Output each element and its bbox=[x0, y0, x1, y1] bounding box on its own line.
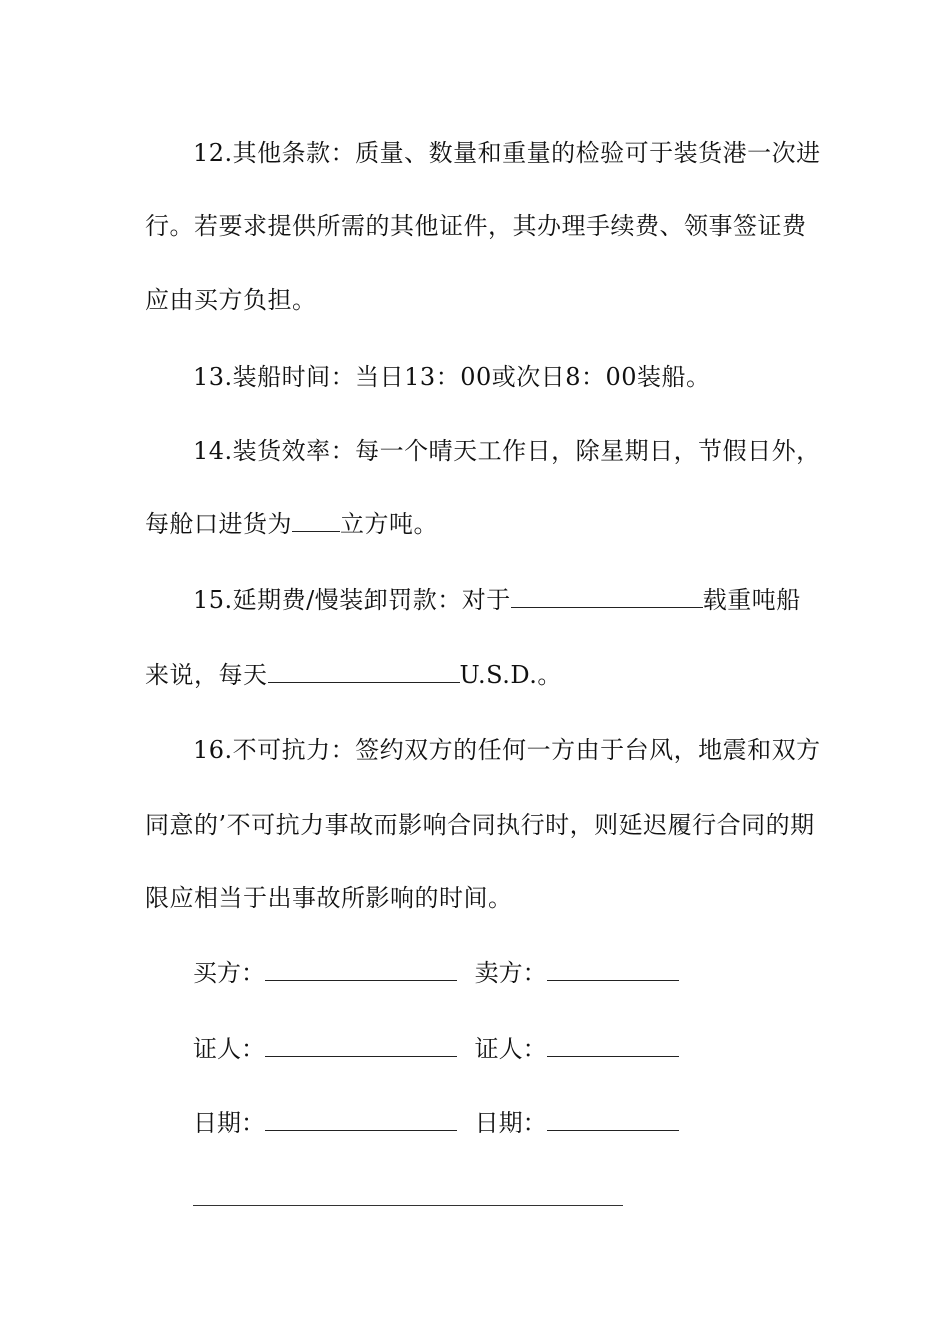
tonnage-blank[interactable] bbox=[511, 585, 703, 608]
buyer-label: 买方： bbox=[193, 959, 265, 987]
witness-left-field[interactable] bbox=[265, 1034, 457, 1057]
cargo-volume-blank[interactable] bbox=[292, 509, 340, 532]
clause-15-line-2-before: 来说，每天 bbox=[145, 661, 268, 689]
clause-14-text-after: 立方吨。 bbox=[340, 510, 438, 538]
witness-right-field[interactable] bbox=[547, 1034, 679, 1057]
seller-signature-field[interactable] bbox=[547, 958, 679, 981]
buyer-signature-field[interactable] bbox=[265, 958, 457, 981]
date-right-label: 日期： bbox=[474, 1109, 547, 1137]
clause-15-line-2 bbox=[145, 660, 562, 690]
clause-12-line-2: 行。若要求提供所需的其他证件，其办理手续费、领事签证费 bbox=[145, 212, 807, 240]
footer-divider bbox=[193, 1205, 623, 1206]
signature-row-parties bbox=[193, 958, 679, 988]
clause-12-line-1: 12.其他条款：质量、数量和重量的检验可于装货港一次进 bbox=[193, 139, 821, 167]
witness-left-label: 证人： bbox=[193, 1035, 265, 1063]
clause-14-line-1: 14.装货效率：每一个晴天工作日，除星期日，节假日外， bbox=[193, 437, 821, 465]
date-left-field[interactable] bbox=[265, 1108, 457, 1131]
signature-row-witnesses bbox=[193, 1034, 679, 1064]
clause-14-text-before: 每舱口进货为 bbox=[145, 510, 292, 538]
clause-12-line-3: 应由买方负担。 bbox=[145, 286, 317, 314]
clause-14-line-2 bbox=[145, 509, 438, 539]
clause-15-text-before: 15.延期费/慢装卸罚款：对于 bbox=[193, 586, 511, 614]
clause-15-line-2-after: U.S.D.。 bbox=[459, 661, 562, 689]
clause-15-text-after: 载重吨船 bbox=[702, 586, 801, 614]
signature-row-dates bbox=[193, 1108, 679, 1138]
clause-16-line-1: 16.不可抗力：签约双方的任何一方由于台风，地震和双方 bbox=[193, 736, 821, 764]
seller-label: 卖方： bbox=[474, 959, 547, 987]
clause-15-line-1 bbox=[193, 585, 801, 615]
clause-16-line-3: 限应相当于出事故所影响的时间。 bbox=[145, 884, 513, 912]
clause-13-line-1: 13.装船时间：当日13：00或次日8：00装船。 bbox=[193, 363, 711, 391]
date-right-field[interactable] bbox=[547, 1108, 679, 1131]
daily-fee-blank[interactable] bbox=[268, 660, 460, 683]
clause-16-line-2: 同意的’不可抗力事故而影响合同执行时，则延迟履行合同的期 bbox=[145, 811, 815, 839]
date-left-label: 日期： bbox=[193, 1109, 265, 1137]
witness-right-label: 证人： bbox=[474, 1035, 547, 1063]
